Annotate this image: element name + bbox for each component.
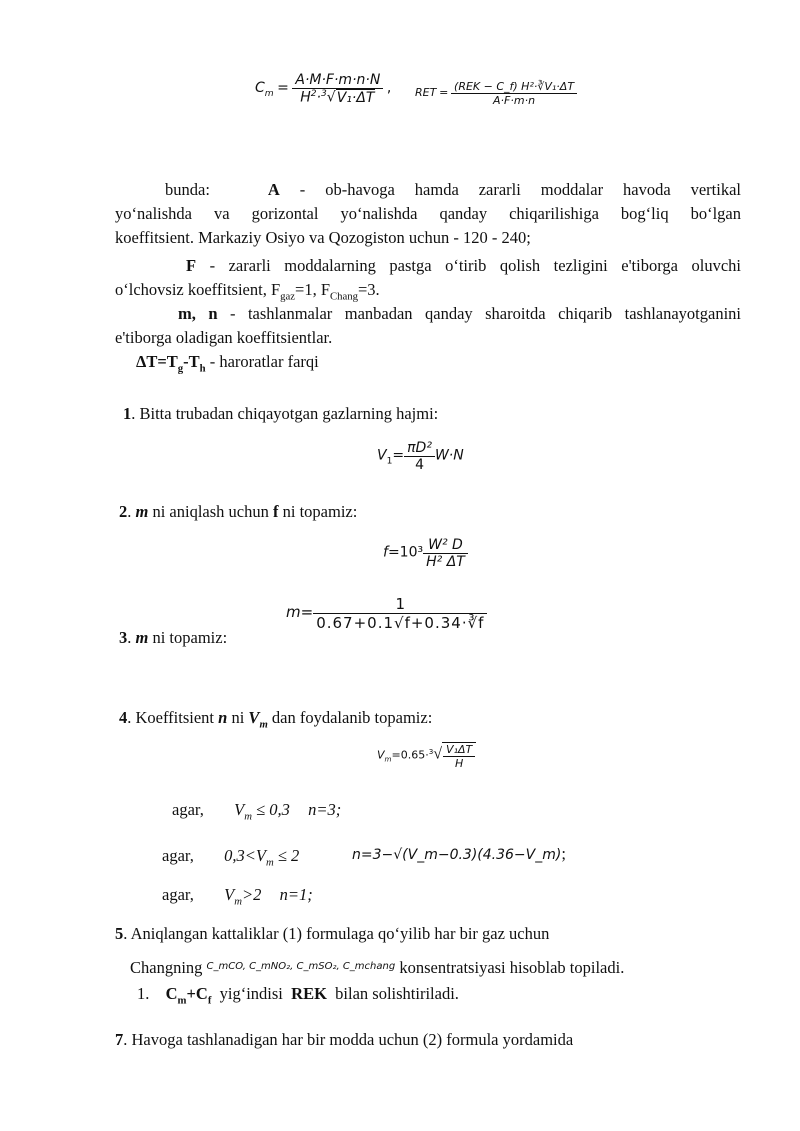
def-dt-text: - haroratlar farqi: [205, 352, 319, 371]
step2-formula-lhs: f: [383, 544, 388, 561]
step3-text-a: .: [127, 628, 136, 647]
step6-label-c: +C: [186, 984, 208, 1003]
condition-2-formula: [352, 842, 566, 866]
def-f-text2c: =1, F: [295, 280, 330, 299]
def-a-line3: [115, 226, 531, 250]
step6-label-b: m: [177, 994, 187, 1007]
def-f-line1: [186, 254, 741, 278]
formula-cm-lhs: C: [255, 80, 265, 97]
step7-line: [115, 1028, 573, 1052]
formula-ret-denominator: A·F·m·n: [451, 93, 577, 107]
condition-row-1: [172, 798, 341, 828]
radical-sign-icon: √: [433, 745, 443, 763]
step2-formula-num: W² D: [428, 537, 463, 553]
step1-text: . Bitta trubadan chiqayotgan gazlarning hajmi:: [131, 404, 439, 423]
def-f-label: F: [186, 256, 197, 275]
formula-cm-lhs-sub: m: [264, 88, 274, 99]
formula-cm-numerator: A·M·F·m·n·N: [295, 72, 381, 88]
step5-line1: [115, 922, 549, 946]
def-a-text2: yo‘nalishda va gorizontal yo‘nalishda qanday chiqarilishiga bog‘liq bo‘lgan: [115, 204, 741, 223]
step5-text2a: Changning: [130, 958, 207, 977]
condition-3-result: n=1;: [279, 885, 313, 904]
step3-formula-fraction: [313, 595, 487, 632]
def-mn-text1: - tashlanmalar manbadan qanday sharoitda chiqarib tashlanayotganini: [217, 304, 742, 323]
def-f-text2e: =3.: [358, 280, 380, 299]
condition-2-cond-sub: m: [265, 856, 274, 869]
step2-f: f: [273, 502, 279, 521]
step4-formula-lhs: V: [377, 748, 385, 762]
def-dt-h: h: [199, 362, 206, 375]
formula-ret: [415, 80, 577, 107]
step1-formula-tail: W·N: [434, 447, 464, 464]
step1-formula-lhs: V: [377, 447, 387, 464]
step5-line2: [130, 955, 624, 980]
condition-row-2: [162, 844, 299, 874]
formula-ret-fraction: [451, 80, 577, 107]
step2-heading: [119, 500, 357, 524]
step6-label: [165, 984, 212, 1007]
condition-3-cond: V: [224, 885, 235, 904]
step4-formula-num: V₁ΔT: [446, 743, 473, 756]
step2-text-b: ni aniqlash uchun: [148, 502, 273, 521]
step2-text-c: ni topamiz:: [278, 502, 358, 521]
step2-formula-den: H² ΔT: [423, 553, 468, 570]
formula-cm-den-radicand: V₁·ΔT: [336, 89, 375, 106]
step2-formula-coef: =10³: [387, 544, 424, 561]
step4-heading: [119, 706, 432, 736]
condition-2-result: n=3−√(V_m−0.3)(4.36−V_m): [352, 847, 562, 863]
formula-cm: [255, 72, 391, 106]
step3-formula-num: 1: [395, 595, 406, 613]
formula-separator: ,: [386, 80, 392, 97]
condition-2-cond: 0,3<V: [224, 846, 266, 865]
condition-1-result: n=3;: [308, 800, 342, 819]
step6-label-a: C: [165, 984, 178, 1003]
step4-n: n: [218, 708, 228, 727]
condition-2-cond-rest: ≤ 2: [273, 846, 300, 865]
def-bunda: bunda:: [165, 180, 210, 199]
def-mn-line1: [178, 302, 741, 326]
step3-heading: [119, 626, 227, 650]
step2-formula-fraction: [423, 537, 468, 570]
step4-vm: V: [248, 708, 260, 727]
def-dt-c: -T: [183, 352, 200, 371]
formula-cm-den-h-pow: 2: [310, 89, 317, 99]
formula-cm-den-dot: ·: [316, 89, 321, 106]
step1-formula: $V_1=$ $\frac{\text{πD²}}{4}$ W·N: [377, 440, 464, 473]
step3-m: m: [135, 628, 149, 647]
def-a-text1: - ob-havoga hamda zararli moddalar havoda vertikal: [279, 180, 741, 199]
step5-num: 5: [115, 924, 124, 943]
step5-formula: C_mCO, C_mNO₂, C_mSO₂, C_mchang: [206, 961, 396, 972]
radical-sign-icon: √: [326, 89, 336, 106]
formula-cm-den-root-index: 3: [320, 89, 327, 99]
step1-formula-fraction: [404, 440, 435, 473]
step5-text1: . Aniqlangan kattaliklar (1) formulaga qo‘yilib har bir gaz uchun: [123, 924, 550, 943]
def-f-gaz: gaz: [280, 290, 296, 303]
condition-1-agar: agar,: [172, 800, 204, 819]
step5-text2b: konsentratsiyasi hisoblab topiladi.: [395, 958, 625, 977]
def-dt-a: ΔT=T: [136, 352, 178, 371]
formula-ret-lhs: RET: [415, 86, 437, 100]
step4-text-b: ni: [227, 708, 249, 727]
step4-num: 4: [119, 708, 128, 727]
formula-cm-fraction: [292, 72, 383, 106]
formula-ret-eq: =: [439, 86, 449, 100]
def-a-line2: [115, 202, 741, 226]
step2-num: 2: [119, 502, 128, 521]
step1-num: 1: [123, 404, 132, 423]
condition-2-tail: ;: [561, 844, 566, 863]
step3-text-b: ni topamiz:: [148, 628, 228, 647]
condition-row-3: [162, 883, 313, 913]
formula-cm-den-h: H: [300, 89, 311, 106]
step1-formula-lhs-sub: 1: [386, 456, 393, 467]
step2-m: m: [135, 502, 149, 521]
step4-formula-den: H: [443, 756, 475, 770]
step6-rek: REK: [291, 984, 327, 1003]
step3-formula: [286, 595, 487, 632]
step3-num: 3: [119, 628, 128, 647]
formula-cm-eq: =: [277, 80, 289, 97]
condition-3-cond-rest: >2: [241, 885, 262, 904]
def-dt-label: [136, 352, 206, 375]
def-mn-text2: e'tiborga oladigan koeffitsientlar.: [115, 328, 333, 347]
condition-1-cond-rest: ≤ 0,3: [251, 800, 290, 819]
condition-3-agar: agar,: [162, 885, 194, 904]
step2-formula: [383, 537, 468, 570]
step4-formula: $V_m=0.65\cdot^3√$ $\frac{\text{V₁ΔT}}{H}$: [377, 742, 476, 770]
formula-cm-denominator: [292, 88, 383, 106]
step3-formula-lhs: m=: [286, 602, 314, 621]
step7-text: . Havoga tashlanadigan har bir modda uchun (2) formula yordamida: [123, 1030, 574, 1049]
def-f-chang: Chang: [330, 290, 358, 303]
condition-3-cond-sub: m: [234, 895, 242, 908]
step4-formula-lhs-sub: m: [384, 754, 392, 764]
step6-label-d: f: [207, 994, 212, 1007]
condition-1-cond: V: [234, 800, 245, 819]
step1-heading: [123, 402, 438, 426]
step4-text-c: dan foydalanib topamiz:: [267, 708, 433, 727]
step6-text-b: bilan solishtiriladi.: [326, 984, 459, 1003]
step7-num: 7: [115, 1030, 124, 1049]
def-mn-label: m, n: [178, 304, 218, 323]
step6-line: [137, 982, 459, 1012]
def-a-label: A: [267, 180, 280, 199]
def-f-text2a: o‘lchovsiz koeffitsient, F: [115, 280, 281, 299]
step4-formula-coef: =0.65·: [391, 748, 429, 762]
def-a-text3: koeffitsient. Markaziy Osiyo va Qozogiston uchun - 120 - 240;: [115, 228, 531, 247]
def-f-text1: - zararli moddalarning pastga o‘tirib qolish tezligini e'tiborga oluvchi: [196, 256, 741, 275]
step2-text-a: .: [127, 502, 136, 521]
step4-vm-sub: m: [259, 718, 268, 731]
def-a-line1: [165, 178, 741, 202]
step1-formula-num: πD²: [407, 440, 432, 456]
step1-formula-den: 4: [404, 456, 435, 473]
step6-text-a: yig‘indisi: [211, 984, 292, 1003]
def-dt-g: g: [177, 362, 184, 375]
condition-2-agar: agar,: [162, 846, 194, 865]
def-mn-line2: [115, 326, 332, 350]
def-dt-line: [136, 350, 319, 380]
step4-formula-fraction: [442, 742, 476, 770]
step6-marker: 1.: [137, 984, 150, 1003]
condition-1-cond-sub: m: [244, 810, 252, 823]
step4-text-a: . Koeffitsient: [127, 708, 219, 727]
formula-ret-numerator: (REK − C_f) H²·∛V₁·ΔT: [454, 80, 575, 93]
step3-formula-den: 0.67+0.1√f+0.34·∛f: [313, 613, 487, 632]
